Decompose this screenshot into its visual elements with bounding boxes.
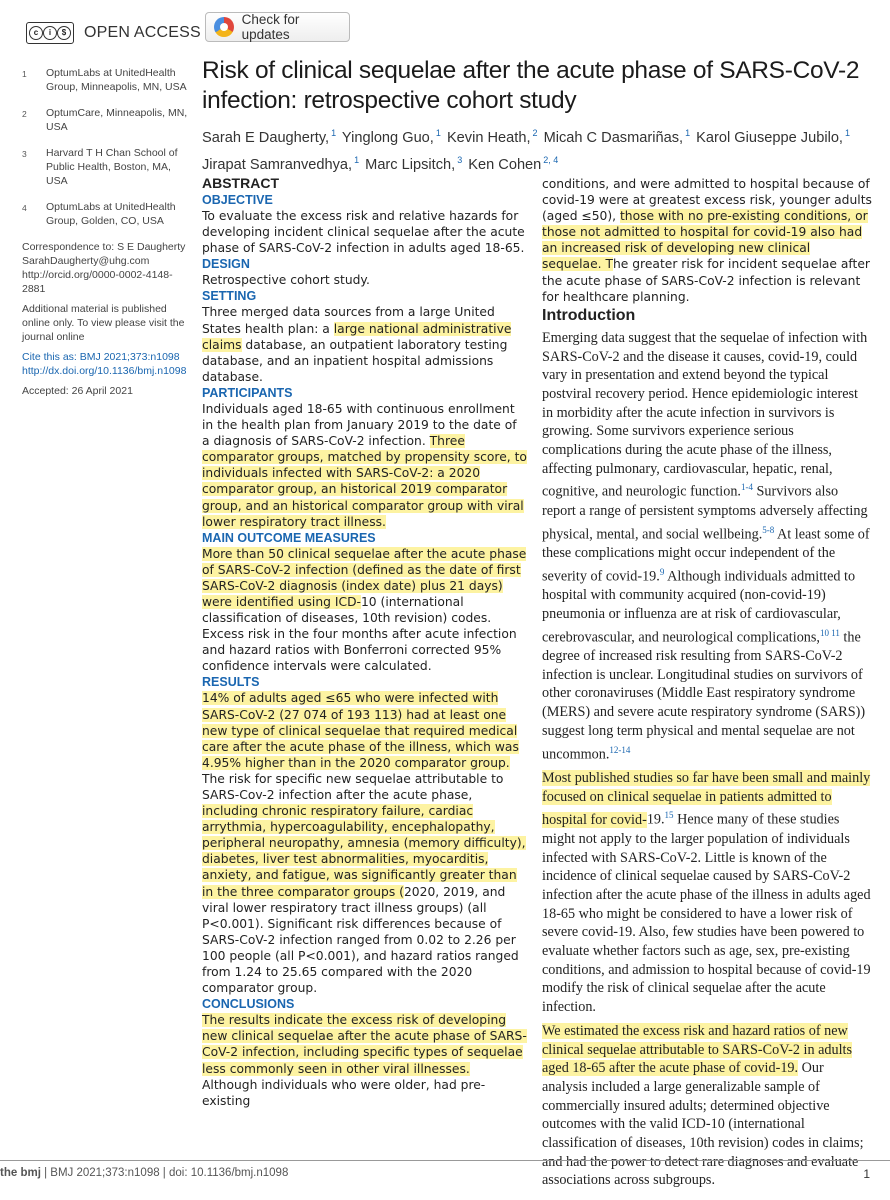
footer-citation-text: | BMJ 2021;373:n1098 | doi: 10.1136/bmj.n1098 [44,1167,289,1179]
accepted-date: Accepted: 26 April 2021 [22,385,133,397]
affiliation [22,106,192,134]
author[interactable]: Karol Giuseppe Jubilo, [696,129,843,146]
citation-link[interactable]: 15 [664,810,674,821]
design-text: Retrospective cohort study. [202,273,370,288]
citation-link[interactable]: 5-8 [762,524,775,535]
design-heading: DESIGN [202,257,250,272]
footer-citation [0,1167,288,1179]
text-run: Although individuals who were older, had pre-existing [202,1077,486,1108]
results-heading: RESULTS [202,675,260,690]
citation-link[interactable]: 10 11 [819,627,840,638]
highlight: Three comparator groups, matched by propensity score, to individuals infected with SARS-CoV-2: a 2020 comparator group, an historical 2019 comparator group, and an historical comparator group with viral lower respiratory tract illness. [202,434,527,529]
citation-link[interactable]: 9 [659,566,665,577]
cc-icon: c [29,26,43,40]
author[interactable]: Sarah E Daugherty, [202,129,330,146]
affiliation-number: 3 [22,149,27,159]
correspondence-name: Correspondence to: S E Daugherty [22,241,186,253]
text-run: Three merged data sources from a large United States health plan: a [202,305,495,336]
text-run: he greater risk for incident sequelae after the acute phase of SARS-CoV-2 infection is relevant for healthcare planning. [542,257,870,304]
highlight: including chronic respiratory failure, cardiac arrythmia, hypercoagulability, encephalopathy, peripheral neuropathy, amnesia (memory difficulty), diabetes, liver test abnormalities, myocarditis, anxiety, and fatigue, was significantly greater than in the three comparator groups ( [202,804,526,899]
affiliation-ref: 1 [354,154,360,165]
highlight: More than 50 clinical sequelae after the acute phase of SARS-CoV-2 infection (defined as the date of first SARS-CoV-2 diagnosis (index date) plus 21 days) were identified using ICD- [202,546,527,609]
outcomes-heading: MAIN OUTCOME MEASURES [202,530,376,545]
objective-text: To evaluate the excess risk and relative hazards for developing incident clinical sequelae after the acute phase of SARS-CoV-2 infection in adults aged 18-65. [202,209,525,256]
text-run: Individuals aged 18-65 with continuous enrollment in the health plan from January 2019 to the date of a diagnosis of SARS-CoV-2 infection. [202,401,517,449]
affiliation-ref: 1 [435,128,441,138]
affiliation-ref: 1 [685,128,691,138]
text-run: At least some of these complications might occur independent of the severity of covid-19. [542,526,870,585]
intro-paragraph-2 [542,769,872,1017]
affiliation-text: OptumLabs at UnitedHealth Group, Golden, CO, USA [46,201,176,227]
affiliation-text: OptumLabs at UnitedHealth Group, Minneapolis, MN, USA [46,67,187,93]
affiliation-number: 1 [22,69,27,79]
abstract-heading: ABSTRACT [202,175,279,191]
article-title: Risk of clinical sequelae after the acute phase of SARS-CoV-2 infection: retrospective cohort study [202,57,860,114]
text-run: 2020, 2019, and viral lower respiratory tract illness groups) (all P<0.001). Significant risk differences because of SARS-CoV-2 infection ranged from 0.02 to 2.26 per 100 people (all P<0.001), and hazard ratios ranged from 1.24 to 25.65 compared with the 2020 comparator group. [202,884,519,996]
additional-material-note: Additional material is published online only. To view please visit the journal online [22,303,185,343]
affiliation [22,200,192,228]
footer-divider [0,1160,890,1161]
author[interactable]: Kevin Heath, [446,129,531,146]
abstract [202,175,528,1109]
intro-paragraph-1 [542,329,872,764]
by-icon: i [43,26,57,40]
check-for-updates-button[interactable] [205,12,350,42]
participants-heading: PARTICIPANTS [202,385,293,400]
highlight: large national administrative claims [202,321,512,352]
text-run: The risk for specific new sequelae attributable to SARS-Cov-2 infection after the acute phase, [202,771,504,802]
highlight: those with no pre-existing conditions, or those not admitted to hospital for covid-19 also had an increased risk of developing new clinical sequelae. T [542,209,868,272]
setting-text [202,304,528,384]
abstract-continuation [542,176,872,305]
results-text [202,690,528,996]
open-access-label: OPEN ACCESS [84,24,201,41]
author[interactable]: Marc Lipsitch, [365,156,456,173]
affiliation-number: 4 [22,203,27,213]
author[interactable]: Ken Cohen [468,156,542,173]
bmj-logo: the bmj [0,1167,41,1179]
sidebar [22,66,192,398]
correspondence-email[interactable]: SarahDaugherty@uhg.com [22,255,150,267]
author[interactable]: Micah C Dasmariñas, [543,129,684,146]
author-list [202,122,882,176]
open-access-badge [26,22,201,44]
introduction-heading: Introduction [542,306,636,324]
affiliation-text: Harvard T H Chan School of Public Health, Boston, MA, USA [46,147,178,187]
text-run: 19. [646,812,665,829]
author[interactable]: Jirapat Samranvedhya, [202,156,353,173]
text-run: conditions, and were admitted to hospital because of covid-19 were at greatest excess risk, younger adults (aged ≤50), [542,177,872,224]
cc-license-icon[interactable] [26,22,74,44]
doi-link[interactable]: http://dx.doi.org/10.1136/bmj.n1098 [22,365,187,377]
highlight: We estimated the excess risk and hazard ratios of new clinical sequelae attributable to SARS-CoV-2 in adults aged 18-65 after the acute phase of covid-19. [542,1022,852,1077]
correspondence [22,240,192,296]
citation-link[interactable]: 1-4 [740,482,753,493]
highlight: 14% of adults aged ≤65 who were infected with SARS-CoV-2 (27 074 of 193 113) had at least one new type of clinical sequelae that required medical care after the acute phase of the illness, which was 4.95% higher than in the 2020 comparator group. [202,691,519,770]
affiliation-ref: 2, 4 [543,154,559,165]
citation-link[interactable]: 12-14 [609,744,631,755]
objective-heading: OBJECTIVE [202,193,273,208]
conclusions-text [202,1012,528,1109]
affiliation [22,146,192,188]
text-run: Our analysis included a large generalizable sample of commercially insured adults; determined objective outcomes with the valid ICD-10 (international classification of diseases, 10th revision) codes in claims; and had the power to detect rare diagnoses and evaluate associations across subgroups. [542,1060,864,1189]
text-run: Hence many of these studies might not apply to the larger population of individuals infected with SARS-CoV-2. Little is known of the incidence of clinical sequelae caused by SARS-CoV-2 infection after the acute phase of the illness in adults aged 18-65 who might be considered to have a lower risk of severe covid-19. Also, few studies have been powered to evaluate whether factors such as age, sex, pre-existing conditions, and admission to hospital because of covid-19 modify the risk of clinical sequelae after the acute infection. [542,812,871,1016]
cite-as-link[interactable]: Cite this as: BMJ 2021;373:n1098 [22,351,180,363]
affiliation-ref: 2 [532,128,538,138]
crossmark-icon [214,17,234,37]
participants-text [202,401,528,530]
orcid-link[interactable]: http://orcid.org/0000-0002-4148-2881 [22,269,173,295]
outcomes-text [202,546,528,675]
conclusions-heading: CONCLUSIONS [202,997,295,1012]
text-run: Although individuals admitted to hospital with community acquired (non-covid-19) pneumonia or influenza are at risk of cardiovascular, cerebrovascular, and neurological complications, [542,568,856,646]
page-number: 1 [863,1167,870,1181]
right-column [542,176,872,1195]
highlight: The results indicate the excess risk of developing new clinical sequelae after the acute phase of SARS-CoV-2 infection, including specific types of sequelae less commonly seen in other viral illnesses. [202,1013,527,1076]
affiliation-number: 2 [22,109,27,119]
text-run: the degree of increased risk resulting from SARS-CoV-2 infection is unclear. Longitudinal studies on survivors of other coronaviruses (Middle East respiratory syndrome (MERS) and severe acute respiratory syndrome (SARS)) suggest long term physical and mental sequelae are not uncommon. [542,629,866,763]
affiliation-ref: 1 [845,128,851,138]
intro-paragraph-3 [542,1022,872,1190]
affiliation-text: OptumCare, Minneapolis, MN, USA [46,107,188,133]
author[interactable]: Yinglong Guo, [341,129,434,146]
text-run: Emerging data suggest that the sequelae of infection with SARS-CoV-2 and the disease it causes, covid-19, could vary in presentation and extend beyond the typical postviral recovery period. Hence epidemiologic interest in morbidity after the acute infection in survivors is growing. Some survivors experience serious complications during the acute phase of the illness, affecting pulmonary, cardiovascular, hepatic, renal, cognitive, and neurologic function. [542,329,868,501]
affiliation-ref: 1 [331,128,337,138]
text-run: 10 (international classification of diseases, 10th revision) codes. Excess risk in the four months after acute infection and hazard ratios with Bonferroni corrected 95% confidence intervals were calculated. [202,594,517,674]
text-run: database, an outpatient laboratory testing database, and an inpatient hospital admissions database. [202,337,508,384]
text-run: Survivors also report a range of persistent symptoms adversely affecting physical, mental, and social wellbeing. [542,484,868,543]
highlight: Most published studies so far have been small and mainly focused on clinical sequelae in patients admitted to hospital for covid- [542,769,871,829]
check-for-updates-label: Check for updates [241,12,300,42]
affiliation-ref: 3 [457,154,463,165]
nc-icon: $ [57,26,71,40]
setting-heading: SETTING [202,289,257,304]
affiliation [22,66,192,94]
